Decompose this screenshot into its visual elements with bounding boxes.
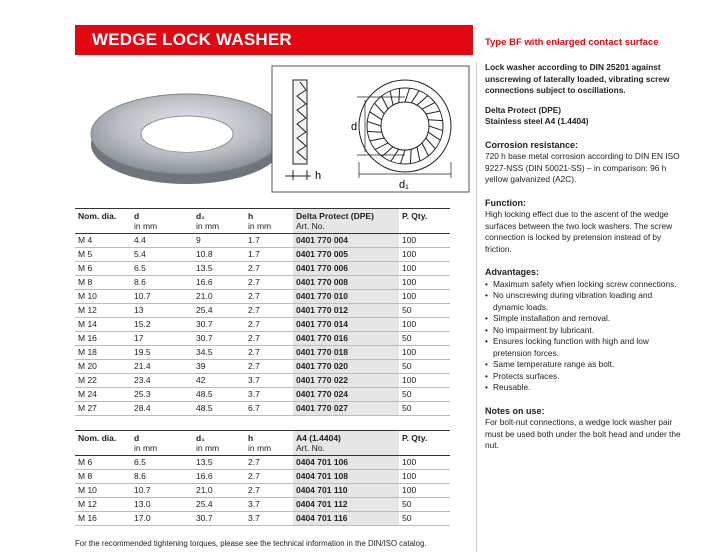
- table-cell: 2.7: [245, 262, 293, 276]
- table-cell: 30.7: [193, 318, 245, 332]
- advantage-item: • Reusable.: [493, 382, 685, 394]
- table-cell: 48.5: [193, 388, 245, 402]
- table-cell: 17.0: [131, 512, 193, 526]
- table-cell: 42: [193, 374, 245, 388]
- table-row: [75, 484, 450, 498]
- table-cell: 0401 770 008: [293, 276, 399, 290]
- label-d1: d₁: [399, 179, 409, 191]
- a4-table: [75, 430, 450, 526]
- table-row: [75, 346, 450, 360]
- table-cell: 100: [399, 346, 450, 360]
- advantage-item: • Simple installation and removal.: [493, 313, 685, 325]
- table-cell: M 4: [75, 234, 131, 248]
- table-cell: 0404 701 106: [293, 456, 399, 470]
- table-cell: M 20: [75, 360, 131, 374]
- table-cell: 100: [399, 248, 450, 262]
- col-pqty: P. Qty.: [399, 431, 450, 456]
- table-cell: 3.7: [245, 512, 293, 526]
- table-cell: 0401 770 012: [293, 304, 399, 318]
- table-cell: 50: [399, 402, 450, 416]
- table-row: [75, 248, 450, 262]
- table-row: [75, 332, 450, 346]
- table-cell: 1.7: [245, 248, 293, 262]
- table-cell: 9: [193, 234, 245, 248]
- page-subtitle: Type BF with enlarged contact surface: [485, 37, 659, 48]
- table-cell: M 18: [75, 346, 131, 360]
- table-cell: 100: [399, 374, 450, 388]
- table-cell: 2.7: [245, 332, 293, 346]
- description-column: [485, 62, 685, 452]
- table-cell: 13.5: [193, 456, 245, 470]
- table-cell: 50: [399, 498, 450, 512]
- col-nomdia: Nom. dia.: [75, 431, 131, 456]
- table-header-row: [75, 431, 450, 456]
- table-cell: 0401 770 018: [293, 346, 399, 360]
- table-row: [75, 360, 450, 374]
- table-cell: M 12: [75, 498, 131, 512]
- table-cell: 3.7: [245, 374, 293, 388]
- table-cell: 2.7: [245, 470, 293, 484]
- label-d: d: [351, 121, 358, 133]
- col-h: h in mm: [245, 209, 293, 234]
- table-row: [75, 498, 450, 512]
- table-cell: 100: [399, 276, 450, 290]
- table-cell: 8.6: [131, 470, 193, 484]
- table-cell: 8.6: [131, 276, 193, 290]
- table-cell: M 27: [75, 402, 131, 416]
- material-dpe: Delta Protect (DPE): [485, 104, 562, 115]
- table-cell: 1.7: [245, 234, 293, 248]
- label-h: h: [315, 170, 322, 182]
- table-cell: 2.7: [245, 456, 293, 470]
- column-divider: [476, 62, 477, 552]
- table-row: [75, 276, 450, 290]
- table-cell: 10.7: [131, 290, 193, 304]
- table-cell: 0404 701 112: [293, 498, 399, 512]
- table-cell: 2.7: [245, 360, 293, 374]
- col-d1: d₁ in mm: [193, 431, 245, 456]
- table-cell: 2.7: [245, 290, 293, 304]
- table-cell: 50: [399, 388, 450, 402]
- col-d: d in mm: [131, 209, 193, 234]
- table-cell: 21.0: [193, 290, 245, 304]
- table-cell: 16.6: [193, 276, 245, 290]
- table-cell: 50: [399, 512, 450, 526]
- table-cell: 4.4: [131, 234, 193, 248]
- table-cell: 50: [399, 304, 450, 318]
- table-cell: 100: [399, 456, 450, 470]
- advantages-list: [485, 279, 685, 394]
- table-cell: 2.7: [245, 276, 293, 290]
- table-cell: 0401 770 010: [293, 290, 399, 304]
- table-cell: M 16: [75, 512, 131, 526]
- table-cell: 0404 701 110: [293, 484, 399, 498]
- table-cell: 30.7: [193, 512, 245, 526]
- table-row: [75, 234, 450, 248]
- intro-text: Lock washer according to DIN 25201 against unscrewing of laterally loaded, vibrating screw connections subject to oscillations.: [485, 62, 670, 95]
- table-cell: 13.0: [131, 498, 193, 512]
- table-cell: 25.3: [131, 388, 193, 402]
- table-cell: 6.5: [131, 262, 193, 276]
- table-cell: M 8: [75, 470, 131, 484]
- table-cell: 0401 770 027: [293, 402, 399, 416]
- table-cell: 100: [399, 470, 450, 484]
- table-cell: 13.5: [193, 262, 245, 276]
- table-cell: 6.5: [131, 456, 193, 470]
- table-cell: M 16: [75, 332, 131, 346]
- footnote: For the recommended tightening torques, please see the technical information in the DIN/ISO catalog.: [75, 539, 427, 548]
- table-cell: M 22: [75, 374, 131, 388]
- table-cell: M 5: [75, 248, 131, 262]
- col-d1: d₁ in mm: [193, 209, 245, 234]
- table-cell: M 8: [75, 276, 131, 290]
- corrosion-text: 720 h base metal corrosion according to DIN EN ISO 9227-NSS (DIN 50021-SS) – in comparison: 96 h yellow galvanized (A2C).: [485, 151, 680, 184]
- table-cell: M 10: [75, 484, 131, 498]
- table-cell: 0401 770 005: [293, 248, 399, 262]
- table-cell: 13: [131, 304, 193, 318]
- col-artno: Delta Protect (DPE) Art. No.: [293, 209, 399, 234]
- table-cell: 0404 701 108: [293, 470, 399, 484]
- advantage-item: • Maximum safety when locking screw connections.: [493, 279, 685, 291]
- table-cell: 2.7: [245, 346, 293, 360]
- table-cell: 19.5: [131, 346, 193, 360]
- table-cell: 39: [193, 360, 245, 374]
- table-cell: 25.4: [193, 304, 245, 318]
- col-artno: A4 (1.4404) Art. No.: [293, 431, 399, 456]
- col-d: d in mm: [131, 431, 193, 456]
- table-cell: 34.5: [193, 346, 245, 360]
- table-cell: 50: [399, 360, 450, 374]
- table-cell: 5.4: [131, 248, 193, 262]
- table-cell: 10.8: [193, 248, 245, 262]
- table-cell: 28.4: [131, 402, 193, 416]
- table-row: [75, 290, 450, 304]
- table-cell: 25.4: [193, 498, 245, 512]
- advantages-title: Advantages:: [485, 267, 540, 277]
- table-cell: 100: [399, 484, 450, 498]
- table-cell: 21.0: [193, 484, 245, 498]
- table-cell: 0401 770 020: [293, 360, 399, 374]
- table-cell: 0401 770 016: [293, 332, 399, 346]
- table-cell: 3.7: [245, 388, 293, 402]
- table-cell: M 24: [75, 388, 131, 402]
- notes-text: For bolt-nut connections, a wedge lock washer pair must be used both under the bolt head and under the nut.: [485, 417, 681, 450]
- table-cell: 16.6: [193, 470, 245, 484]
- table-cell: 50: [399, 332, 450, 346]
- table-cell: M 14: [75, 318, 131, 332]
- table-cell: 100: [399, 262, 450, 276]
- table-cell: 21.4: [131, 360, 193, 374]
- table-row: [75, 388, 450, 402]
- table-row: [75, 470, 450, 484]
- col-nomdia: Nom. dia.: [75, 209, 131, 234]
- table-cell: 0401 770 014: [293, 318, 399, 332]
- table-cell: 2.7: [245, 318, 293, 332]
- page-title: WEDGE LOCK WASHER: [92, 30, 292, 49]
- col-pqty: P. Qty.: [399, 209, 450, 234]
- material-a4: Stainless steel A4 (1.4404): [485, 116, 589, 126]
- table-cell: 10.7: [131, 484, 193, 498]
- table-cell: 100: [399, 290, 450, 304]
- table-row: [75, 456, 450, 470]
- table-row: [75, 374, 450, 388]
- table-cell: 17: [131, 332, 193, 346]
- table-cell: 100: [399, 318, 450, 332]
- washer-photo: [91, 94, 283, 184]
- table-cell: M 6: [75, 262, 131, 276]
- table-cell: 30.7: [193, 332, 245, 346]
- table-cell: 0401 770 024: [293, 388, 399, 402]
- table-cell: 2.7: [245, 304, 293, 318]
- table-cell: 23.4: [131, 374, 193, 388]
- table-row: [75, 304, 450, 318]
- table-cell: 0401 770 022: [293, 374, 399, 388]
- table-row: [75, 512, 450, 526]
- washer-illustration: [75, 62, 473, 202]
- col-h: h in mm: [245, 431, 293, 456]
- table-cell: M 12: [75, 304, 131, 318]
- table-cell: 100: [399, 234, 450, 248]
- advantage-item: • Ensures locking function with high and low pretension forces.: [493, 336, 685, 359]
- corrosion-title: Corrosion resistance:: [485, 139, 579, 150]
- function-text: High locking effect due to the ascent of the wedge surfaces between the two lock washers. The screw connection is locked by pretension instead of by friction.: [485, 209, 673, 254]
- advantage-item: • No unscrewing during vibration loading and dynamic loads.: [493, 290, 685, 313]
- table-row: [75, 402, 450, 416]
- table-cell: 0404 701 116: [293, 512, 399, 526]
- dpe-table: [75, 208, 450, 416]
- table-row: [75, 318, 450, 332]
- table-cell: M 10: [75, 290, 131, 304]
- advantage-item: • Protects surfaces.: [493, 371, 685, 383]
- table-cell: 0401 770 004: [293, 234, 399, 248]
- table-cell: 0401 770 006: [293, 262, 399, 276]
- table-cell: M 6: [75, 456, 131, 470]
- table-cell: 2.7: [245, 484, 293, 498]
- table-cell: 3.7: [245, 498, 293, 512]
- table-cell: 6.7: [245, 402, 293, 416]
- advantage-item: • No impairment by lubricant.: [493, 325, 685, 337]
- table-row: [75, 262, 450, 276]
- notes-title: Notes on use:: [485, 405, 545, 416]
- table-header-row: [75, 209, 450, 234]
- table-cell: 48.5: [193, 402, 245, 416]
- table-cell: 15.2: [131, 318, 193, 332]
- function-title: Function:: [485, 197, 526, 208]
- advantage-item: • Same temperature range as bolt.: [493, 359, 685, 371]
